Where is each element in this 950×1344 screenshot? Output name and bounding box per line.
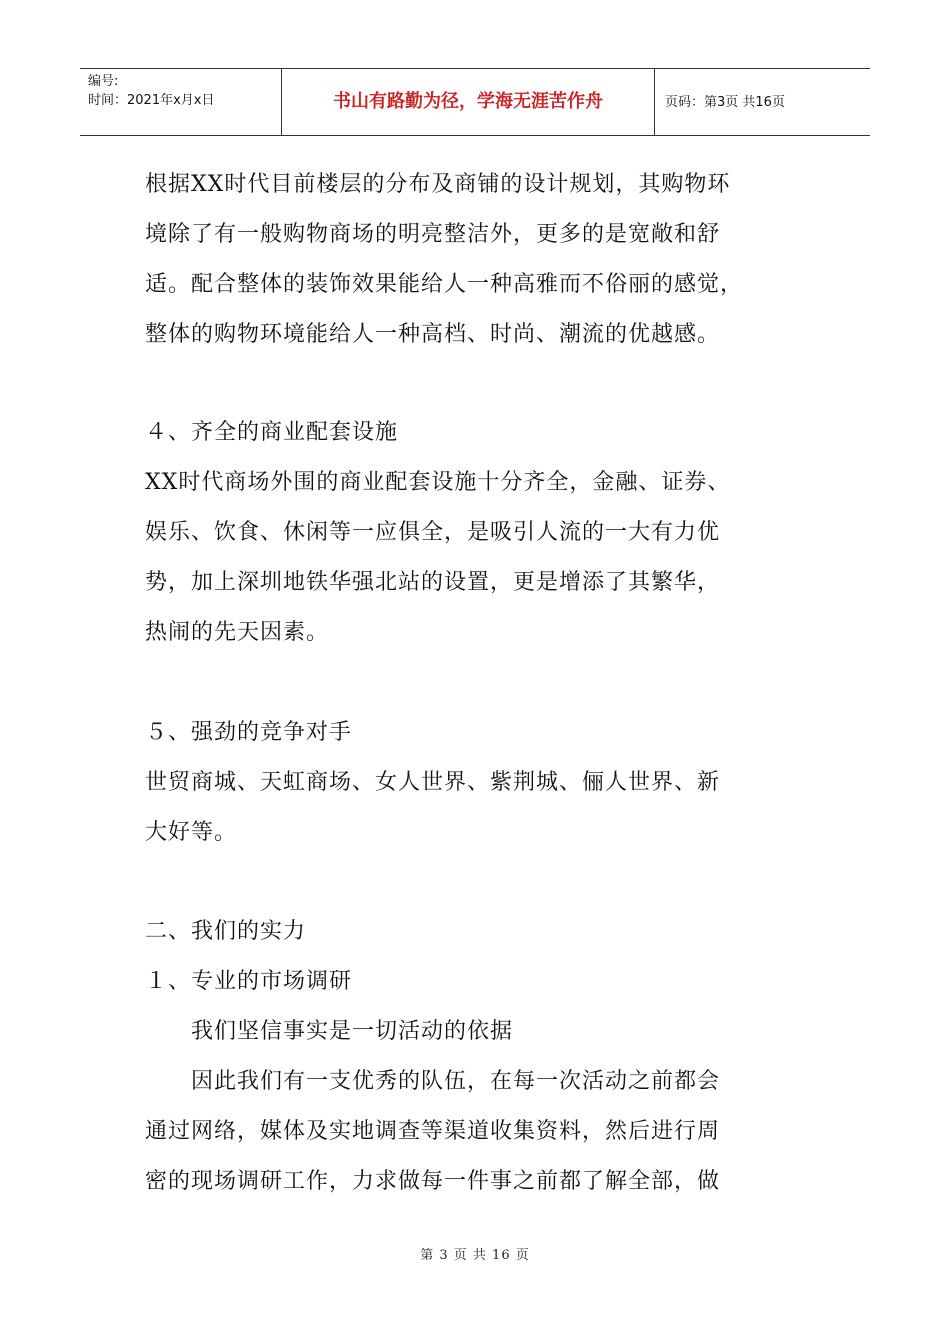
section-heading: ５、强劲的竞争对手: [145, 720, 353, 745]
body-line: 大好等。: [145, 820, 238, 845]
body-line: XX时代商场外围的商业配套设施十分齐全，金融、证券、: [145, 470, 731, 495]
body-line: 娱乐、饮食、休闲等一应俱全，是吸引人流的一大有力优: [145, 520, 721, 545]
body-line: 通过网络，媒体及实地调查等渠道收集资料，然后进行周: [145, 1119, 721, 1144]
body-line: 热闹的先天因素。: [145, 620, 330, 645]
body-line: 适。配合整体的装饰效果能给人一种高雅而不俗丽的感觉，: [145, 272, 744, 297]
document-date-label: 时间：2021年x月x日: [88, 93, 215, 108]
body-line: 境除了有一般购物商场的明亮整洁外，更多的是宽敞和舒: [145, 222, 721, 247]
section-heading: １、专业的市场调研: [145, 969, 353, 994]
chapter-heading: 二、我们的实力: [145, 919, 307, 944]
body-line: 势，加上深圳地铁华强北站的设置，更是增添了其繁华，: [145, 570, 721, 595]
document-number-label: 编号:: [88, 74, 119, 89]
header-page-info: 页码：第3页 共16页: [665, 95, 785, 110]
body-line: 根据XX时代目前楼层的分布及商铺的设计规划，其购物环: [145, 172, 731, 197]
body-line: 我们坚信事实是一切活动的依据: [145, 1019, 514, 1044]
page-header: [80, 68, 870, 136]
body-line: 整体的购物环境能给人一种高档、时尚、潮流的优越感。: [145, 322, 721, 347]
section-heading: ４、齐全的商业配套设施: [145, 420, 399, 445]
header-meta-cell: [80, 69, 282, 135]
page-footer: 第 3 页 共 16 页: [420, 1248, 530, 1263]
body-line: 因此我们有一支优秀的队伍，在每一次活动之前都会: [145, 1069, 721, 1094]
body-line: 密的现场调研工作，力求做每一件事之前都了解全部，做: [145, 1169, 721, 1194]
body-line: 世贸商城、天虹商场、女人世界、紫荆城、俪人世界、新: [145, 770, 721, 795]
header-motto: 书山有路勤为径，学海无涯苦作舟: [333, 91, 603, 112]
header-page-cell: [655, 69, 870, 135]
header-motto-cell: [282, 69, 655, 135]
